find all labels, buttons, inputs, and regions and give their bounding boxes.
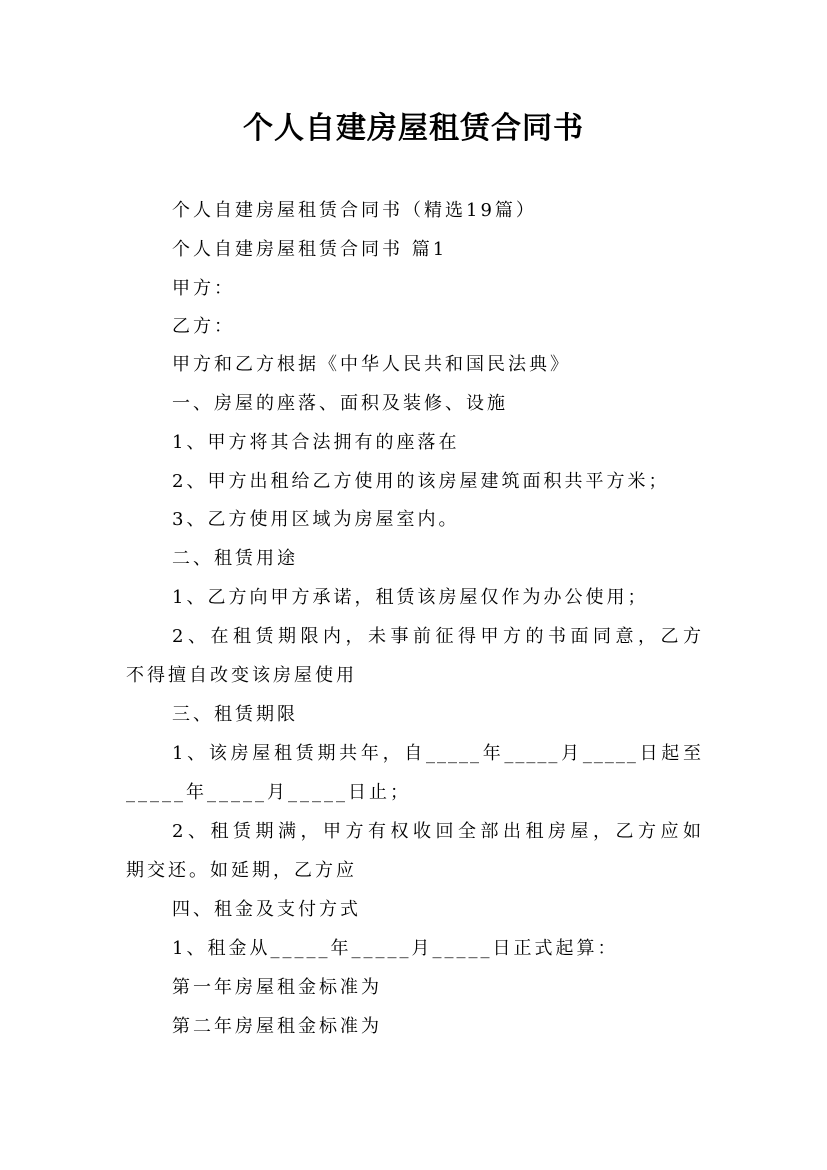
paragraph-line: 1、租金从_____年_____月_____日正式起算： (172, 938, 619, 959)
clause-heading: 三、租赁期限 (172, 704, 298, 725)
party-a-line: 甲方： (172, 278, 235, 299)
section-heading: 个人自建房屋租赁合同书 篇1 (172, 239, 448, 260)
doc-subtitle: 个人自建房屋租赁合同书（精选19篇） (172, 200, 537, 221)
paragraph-line: 1、该房屋租赁期共年，自_____年_____月_____日起至 (172, 743, 703, 764)
clause-heading: 一、房屋的座落、面积及装修、设施 (172, 393, 508, 414)
paragraph-line: 不得擅自改变该房屋使用 (126, 665, 357, 686)
document-title: 个人自建房屋租赁合同书 (243, 111, 584, 146)
paragraph-line: 1、甲方将其合法拥有的座落在 (172, 432, 460, 453)
paragraph-line: 2、甲方出租给乙方使用的该房屋建筑面积共平方米； (172, 471, 670, 492)
paragraph-line: 1、乙方向甲方承诺，租赁该房屋仅作为办公使用； (172, 587, 649, 608)
clause-heading: 四、租金及支付方式 (172, 899, 361, 920)
paragraph-line: 2、在租赁期限内，未事前征得甲方的书面同意，乙方 (172, 626, 703, 647)
paragraph-line: 甲方和乙方根据《中华人民共和国民法典》 (172, 354, 571, 375)
paragraph-line: 第二年房屋租金标准为 (172, 1016, 382, 1037)
clause-heading: 二、租赁用途 (172, 548, 298, 569)
paragraph-line: 期交还。如延期，乙方应 (126, 860, 357, 881)
paragraph-line: 第一年房屋租金标准为 (172, 977, 382, 998)
paragraph-line: _____年_____月_____日止； (126, 782, 411, 803)
paragraph-line: 2、租赁期满，甲方有权收回全部出租房屋，乙方应如 (172, 821, 703, 842)
paragraph-line: 3、乙方使用区域为房屋室内。 (172, 509, 460, 530)
party-b-line: 乙方： (172, 316, 235, 337)
